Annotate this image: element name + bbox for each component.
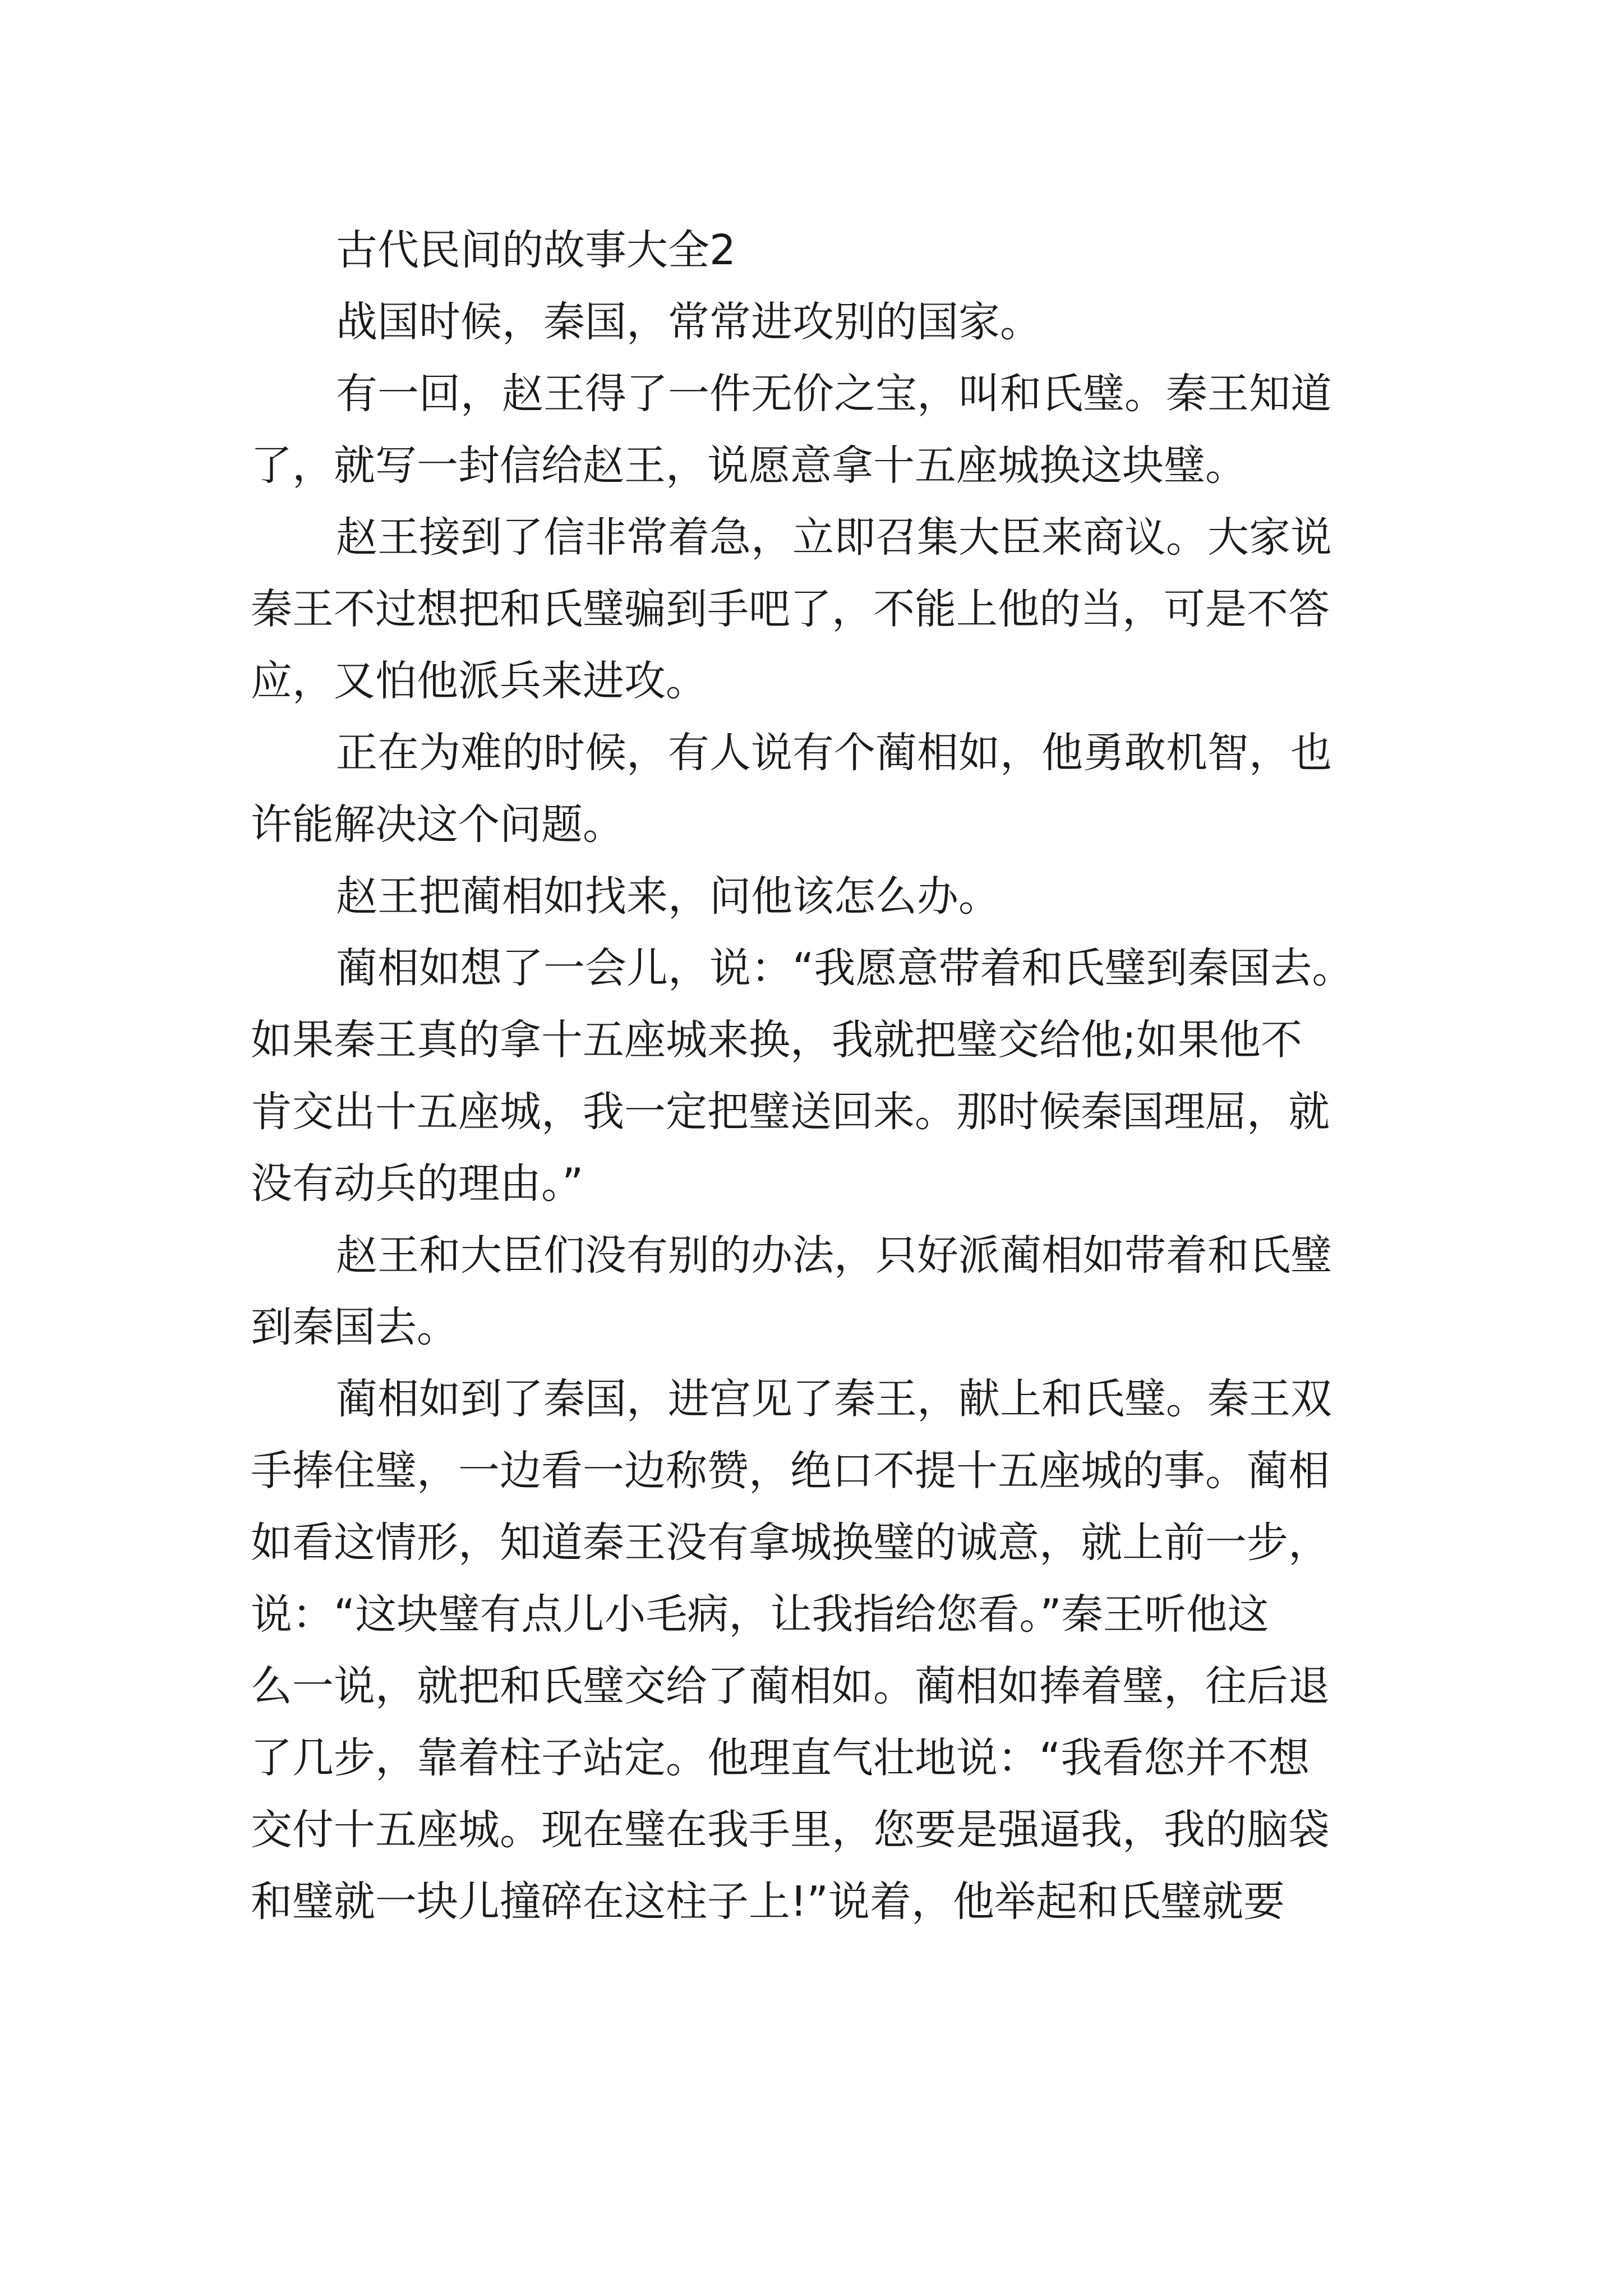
paragraph-line: 赵王接到了信非常着急，立即召集大臣来商议。大家说 <box>336 513 1332 562</box>
paragraph-line: 肯交出十五座城，我一定把璧送回来。那时候秦国理屈，就 <box>251 1088 1330 1136</box>
paragraph-line: 蔺相如到了秦国，进宫见了秦王，献上和氏璧。秦王双 <box>336 1375 1332 1423</box>
paragraph-line: 赵王和大臣们没有别的办法，只好派蔺相如带着和氏璧 <box>336 1231 1332 1280</box>
paragraph-line: 有一回，赵王得了一件无价之宝，叫和氏璧。秦王知道 <box>336 370 1332 418</box>
paragraph-line: 了几步，靠着柱子站定。他理直气壮地说：“我看您并不想 <box>251 1734 1310 1782</box>
paragraph-line: 了，就写一封信给赵王，说愿意拿十五座城换这块璧。 <box>251 441 1247 490</box>
paragraph-line: 么一说，就把和氏璧交给了蔺相如。蔺相如捧着璧，往后退 <box>251 1662 1330 1710</box>
document-body <box>251 214 1389 1938</box>
paragraph-line: 赵王把蔺相如找来，问他该怎么办。 <box>336 872 1000 921</box>
paragraph-line: 秦王不过想把和氏璧骗到手吧了，不能上他的当，可是不答 <box>251 585 1330 633</box>
paragraph-line: 和璧就一块儿撞碎在这柱子上!”说着，他举起和氏璧就要 <box>251 1878 1285 1926</box>
paragraph-line: 到秦国去。 <box>251 1303 458 1351</box>
paragraph-line: 手捧住璧，一边看一边称赞，绝口不提十五座城的事。蔺相 <box>251 1447 1330 1495</box>
paragraph-line: 如看这情形，知道秦王没有拿城换璧的诚意，就上前一步， <box>251 1519 1330 1567</box>
paragraph-line: 蔺相如想了一会儿，说：“我愿意带着和氏璧到秦国去。 <box>336 944 1354 992</box>
paragraph-line: 战国时候，秦国，常常进攻别的国家。 <box>336 298 1041 346</box>
document-title: 古代民间的故事大全2 <box>336 226 736 274</box>
paragraph-line: 没有动兵的理由。” <box>251 1159 584 1208</box>
paragraph-line: 正在为难的时候，有人说有个蔺相如，他勇敢机智，也 <box>336 729 1332 777</box>
paragraph-line: 交付十五座城。现在璧在我手里，您要是强逼我，我的脑袋 <box>251 1806 1330 1854</box>
paragraph-line: 如果秦王真的拿十五座城来换，我就把璧交给他;如果他不 <box>251 1016 1302 1064</box>
paragraph-line: 说：“这块璧有点儿小毛病，让我指给您看。”秦王听他这 <box>251 1590 1269 1639</box>
paragraph-line: 应，又怕他派兵来进攻。 <box>251 657 707 705</box>
paragraph-line: 许能解决这个问题。 <box>251 800 624 849</box>
